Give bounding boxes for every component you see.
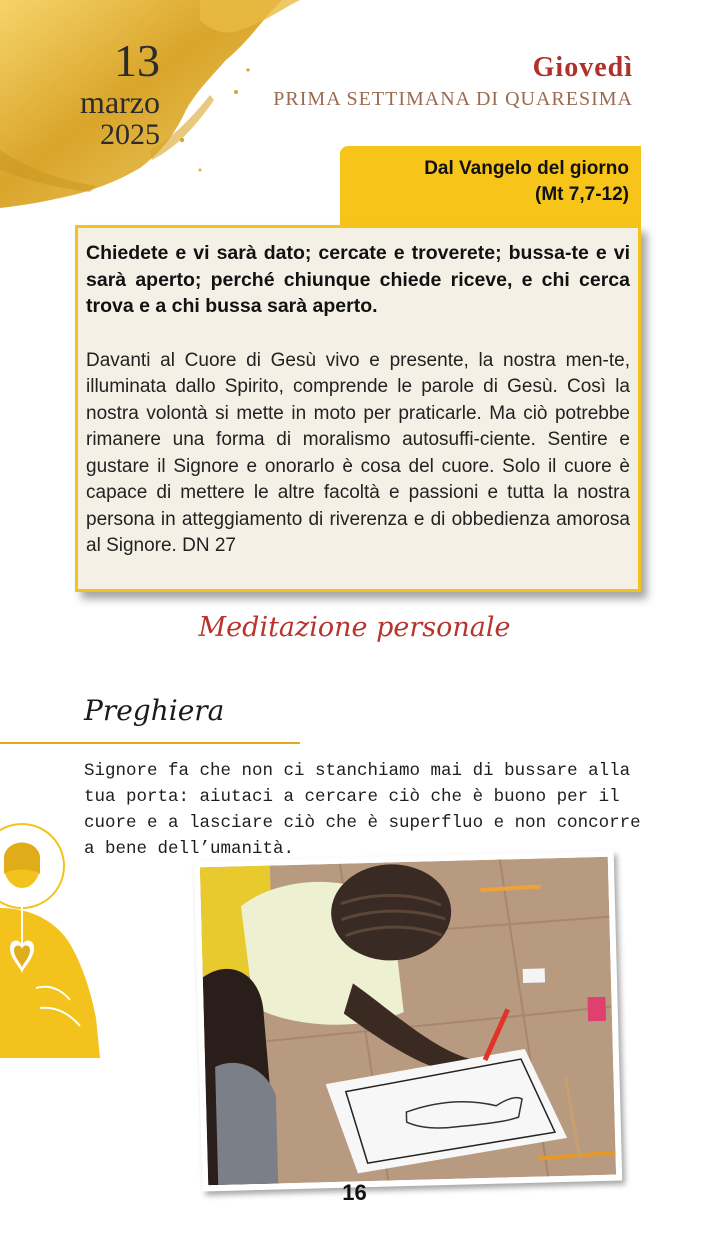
gospel-tab [340,146,641,226]
gospel-card [75,225,641,592]
date-block [40,35,160,151]
date-month: marzo [80,84,160,120]
prayer-text: Signore fa che non ci stanchiamo mai di bussare alla tua porta: aiutaci a cercare ciò che è buono per il cuore e a lasciare ciò che è superfluo e non concorre a bene dell’umanità. [84,761,641,859]
page-number: 16 [342,1180,367,1205]
gospel-reference: (Mt 7,7-12) [535,184,629,205]
meditation-label: Meditazione personale [198,612,511,643]
prayer-divider [0,742,300,744]
day-header [273,52,633,111]
date-day: 13 [114,35,160,86]
gospel-verse: Chiedete e vi sarà dato; cercate e troverete; bussa-te e vi sarà aperto; perché chiunque chiede riceve, e chi cerca trova e a chi bussa sarà aperto. [86,242,630,317]
week-name: PRIMA SETTIMANA DI QUARESIMA [273,88,633,110]
prayer-title: Preghiera [84,694,225,727]
gospel-title: Dal Vangelo del giorno [424,158,629,179]
date-year: 2025 [100,118,160,151]
sacred-heart-illustration [0,808,102,1058]
photo-child-drawing [194,851,622,1192]
gospel-commentary: Davanti al Cuore di Gesù vivo e presente, la nostra men-te, illuminata dallo Spirito, comprende le parole di Gesù. Così la nostra volontà si mette in moto per praticarle. Ma ciò potrebbe rimanere una forma di moralismo autosuffi-ciente. Sentire e gustare il Signore e onorarlo è cosa del cuore. Solo il cuore è capace di mettere le altre facoltà e passioni e tutta la nostra persona in atteggiamento di riverenza e di obbedienza amorosa al Signore. DN 27 [86,349,630,556]
day-name: Giovedì [532,52,633,83]
